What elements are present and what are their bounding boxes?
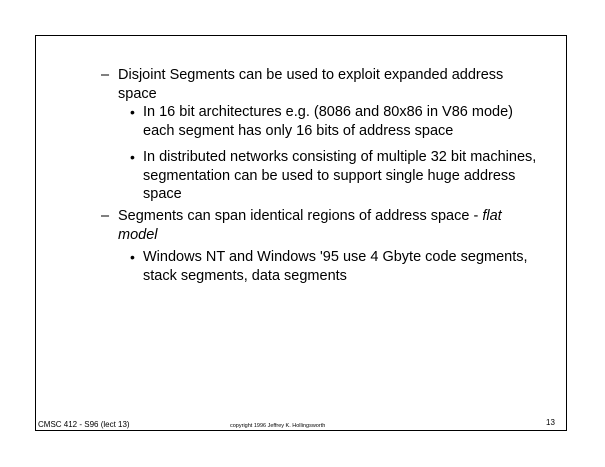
footer-copyright: copyright 1996 Jeffrey K. Hollingsworth [230, 423, 326, 429]
footer-course: CMSC 412 - S96 (lect 13) [38, 420, 130, 429]
sub-bullet-dot: • [130, 149, 135, 165]
sub-bullet-item-1-1: In 16 bit architectures e.g. (8086 and 80x86 in V86 mode) each segment has only 16 bits of address space [143, 104, 513, 139]
bullet-item-2-text: Segments can span identical regions of address space - [118, 208, 483, 224]
sub-bullet-dot: • [130, 104, 135, 120]
bullet-dash: – [101, 67, 110, 83]
sub-bullet-item-1-2: In distributed networks consisting of multiple 32 bit machines, segmentation can be used to support single huge address space [143, 149, 537, 202]
bullet-item-2-italic: flat model [118, 208, 502, 243]
bullet-item-1: Disjoint Segments can be used to exploit expanded address space [118, 67, 504, 102]
page-number: 13 [546, 418, 555, 427]
bullet-dash: – [101, 208, 110, 224]
sub-bullet-dot: • [130, 249, 135, 265]
bullet-item-2 [118, 207, 538, 244]
sub-bullet-item-2-1: Windows NT and Windows '95 use 4 Gbyte code segments, stack segments, data segments [143, 249, 528, 284]
